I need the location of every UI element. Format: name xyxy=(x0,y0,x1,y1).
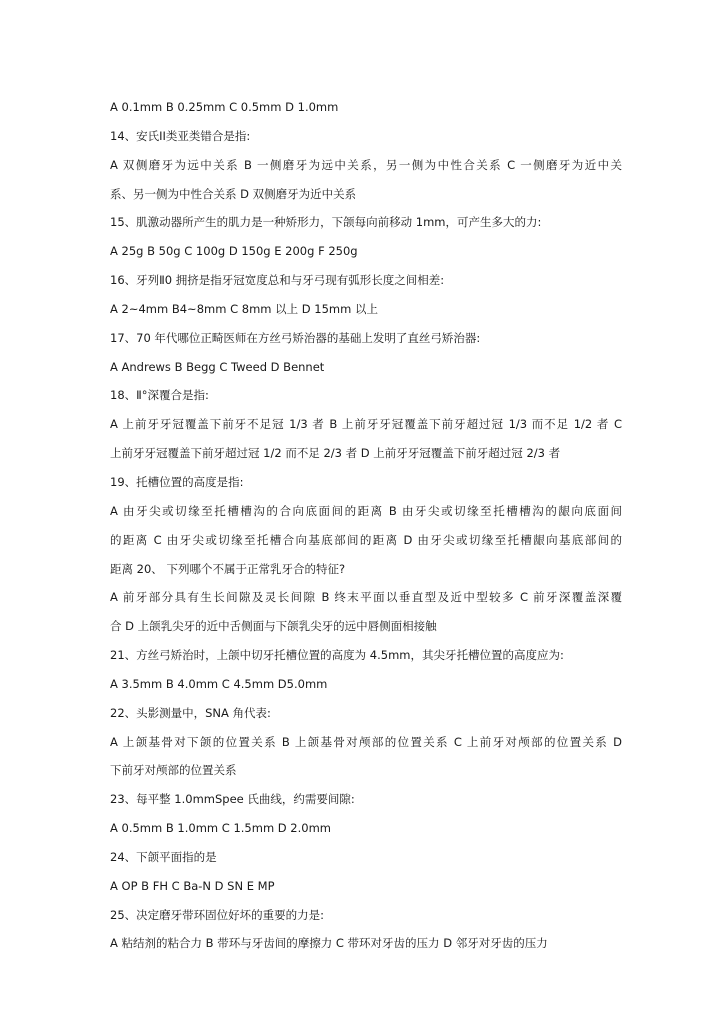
answer-options-q16: A 2~4mm B4~8mm C 8mm 以上 D 15mm 以上 xyxy=(110,301,378,316)
answer-options-q25: A 粘结剂的粘合力 B 带环与牙齿间的摩擦力 C 带环对牙齿的压力 D 邻牙对牙齿的压力 xyxy=(110,936,548,951)
question-16: 16、牙列Ⅱ0 拥挤是指牙冠宽度总和与牙弓现有弧形长度之间相差: xyxy=(110,273,445,288)
question-18: 18、Ⅱ°深覆合是指: xyxy=(110,388,209,403)
question-14: 14、安氏II类亚类错合是指: xyxy=(110,128,251,143)
answer-options-q19-cont: 的距离 C 由牙尖或切缘至托槽合向基底部间的距离 D 由牙尖或切缘至托槽龈向基底部间的 xyxy=(110,532,622,547)
answer-options-q22: A 上颌基骨对下颌的位置关系 B 上颌基骨对颅部的位置关系 C 上前牙对颅部的位置关系 D xyxy=(110,734,622,749)
answer-options-q14-cont: 系、另一侧为中性合关系 D 双侧磨牙为近中关系 xyxy=(110,186,357,201)
question-24: 24、下颌平面指的是 xyxy=(110,849,217,864)
question-15: 15、肌激动器所产生的肌力是一种矫形力，下颌每向前移动 1mm，可产生多大的力: xyxy=(110,215,542,230)
answer-options-q24: A OP B FH C Ba-N D SN E MP xyxy=(110,878,275,893)
answer-options-q19-end-question-20: 距离 20、 下列哪个不属于正常乳牙合的特征? xyxy=(110,561,346,576)
answer-options-q13: A 0.1mm B 0.25mm C 0.5mm D 1.0mm xyxy=(110,100,339,114)
question-23: 23、每平整 1.0mmSpee 氏曲线，约需要间隙: xyxy=(110,792,355,807)
question-17: 17、70 年代哪位正畸医师在方丝弓矫治器的基础上发明了直丝弓矫治器: xyxy=(110,330,481,345)
answer-options-q22-cont: 下前牙对颅部的位置关系 xyxy=(110,763,237,778)
answer-options-q23: A 0.5mm B 1.0mm C 1.5mm D 2.0mm xyxy=(110,821,332,836)
answer-options-q18-cont: 上前牙牙冠覆盖下前牙超过冠 1/2 而不足 2/3 者 D 上前牙牙冠覆盖下前牙超过冠 2/3 者 xyxy=(110,446,561,461)
answer-options-q14: A 双侧磨牙为远中关系 B 一侧磨牙为远中关系，另一侧为中性合关系 C 一侧磨牙为近中关 xyxy=(110,157,622,172)
answer-options-q17: A Andrews B Begg C Tweed D Bennet xyxy=(110,359,325,374)
question-22: 22、头影测量中，SNA 角代表: xyxy=(110,705,271,720)
answer-options-q15: A 25g B 50g C 100g D 150g E 200g F 250g xyxy=(110,244,358,259)
answer-options-q19: A 由牙尖或切缘至托槽槽沟的合向底面间的距离 B 由牙尖或切缘至托槽槽沟的龈向底面间 xyxy=(110,503,622,518)
question-19: 19、托槽位置的高度是指: xyxy=(110,474,244,489)
question-21: 21、方丝弓矫治时，上颌中切牙托槽位置的高度为 4.5mm，其尖牙托槽位置的高度应为: xyxy=(110,648,564,663)
document-body xyxy=(110,93,622,958)
question-25: 25、决定磨牙带环固位好坏的重要的力是: xyxy=(110,907,325,922)
answer-options-q20: A 前牙部分具有生长间隙及灵长间隙 B 终末平面以垂直型及近中型较多 C 前牙深覆盖深覆 xyxy=(110,590,622,605)
answer-options-q21: A 3.5mm B 4.0mm C 4.5mm D5.0mm xyxy=(110,676,328,691)
answer-options-q18: A 上前牙牙冠覆盖下前牙不足冠 1/3 者 B 上前牙牙冠覆盖下前牙超过冠 1/3 而不足 1/2 者 C xyxy=(110,417,622,432)
answer-options-q20-cont: 合 D 上颌乳尖牙的近中舌侧面与下颌乳尖牙的远中唇侧面相接触 xyxy=(110,619,437,634)
